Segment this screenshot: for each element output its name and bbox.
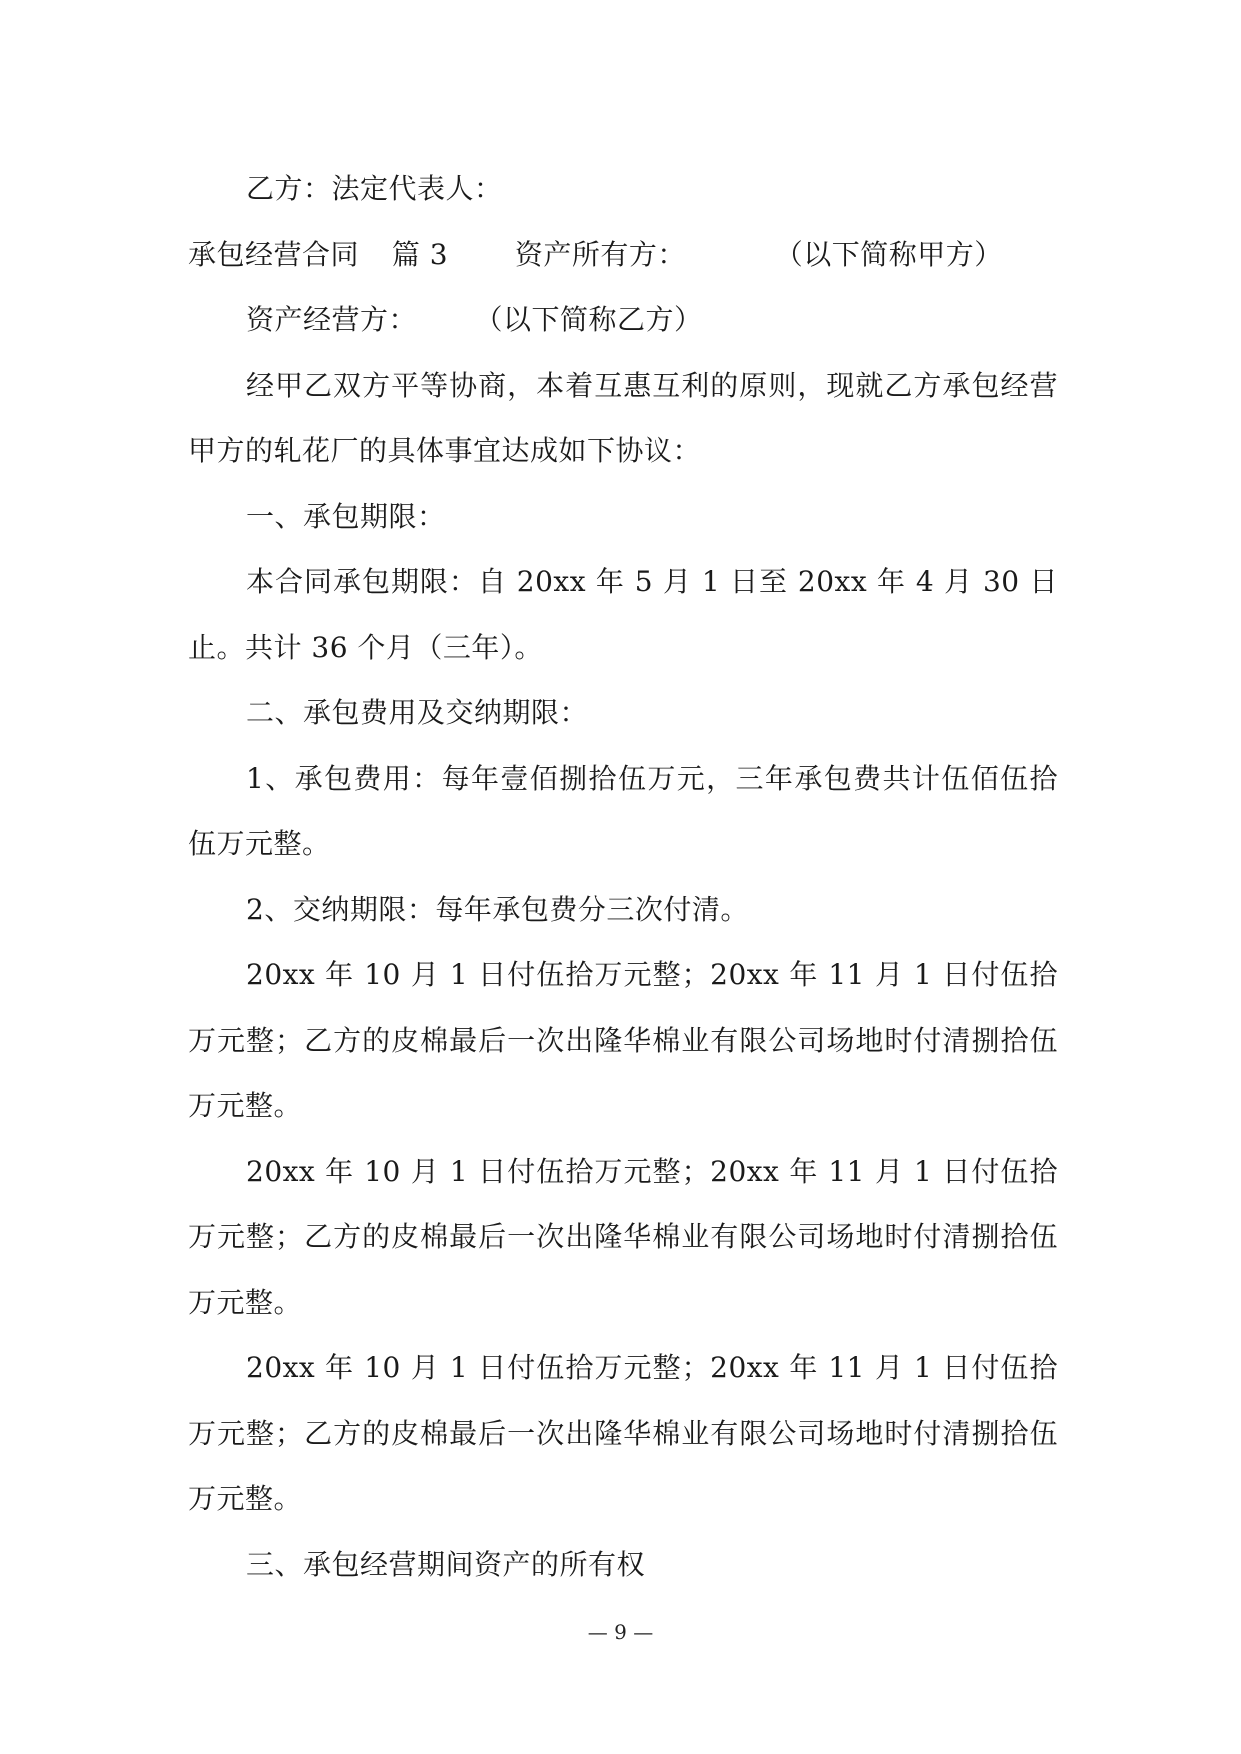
page-number: — 9 — bbox=[587, 1620, 654, 1644]
contract-title: 承包经营合同 bbox=[188, 237, 360, 271]
paragraph-fee-amount: 1、承包费用：每年壹佰捌拾伍万元，三年承包费共计伍佰伍拾伍万元整。 bbox=[188, 761, 1058, 860]
section-heading-ownership: 三、承包经营期间资产的所有权 bbox=[246, 1547, 646, 1581]
document-body bbox=[188, 156, 1058, 1597]
paragraph-installment-3: 20xx 年 10 月 1 日付伍拾万元整；20xx 年 11 月 1 日付伍拾万元整；乙方的皮棉最后一次出隆华棉业有限公司场地时付清捌拾伍万元整。 bbox=[188, 1351, 1058, 1515]
paragraph-preamble: 经甲乙双方平等协商，本着互惠互利的原则，现就乙方承包经营甲方的轧花厂的具体事宜达成如下协议： bbox=[188, 368, 1058, 467]
paragraph-term: 本合同承包期限：自 20xx 年 5 月 1 日至 20xx 年 4 月 30 日止。共计 36 个月（三年）。 bbox=[188, 565, 1058, 664]
contract-heading-line bbox=[188, 222, 1058, 288]
section-heading-term: 一、承包期限： bbox=[246, 499, 446, 533]
paragraph-party-b: 乙方：法定代表人： bbox=[246, 172, 503, 205]
contract-section: 篇 3 bbox=[391, 237, 449, 271]
asset-owner-label: 资产所有方： bbox=[514, 237, 686, 271]
asset-owner-note: （以下简称甲方） bbox=[774, 237, 1003, 271]
paragraph-installment-2: 20xx 年 10 月 1 日付伍拾万元整；20xx 年 11 月 1 日付伍拾万元整；乙方的皮棉最后一次出隆华棉业有限公司场地时付清捌拾伍万元整。 bbox=[188, 1154, 1058, 1319]
section-heading-fees: 二、承包费用及交纳期限： bbox=[246, 696, 589, 729]
paragraph-installment-1: 20xx 年 10 月 1 日付伍拾万元整；20xx 年 11 月 1 日付伍拾万元整；乙方的皮棉最后一次出隆华棉业有限公司场地时付清捌拾伍万元整。 bbox=[188, 958, 1058, 1122]
paragraph-payment-schedule: 2、交纳期限：每年承包费分三次付清。 bbox=[246, 892, 749, 926]
paragraph-asset-operator: 资产经营方： （以下简称乙方） bbox=[246, 303, 703, 336]
